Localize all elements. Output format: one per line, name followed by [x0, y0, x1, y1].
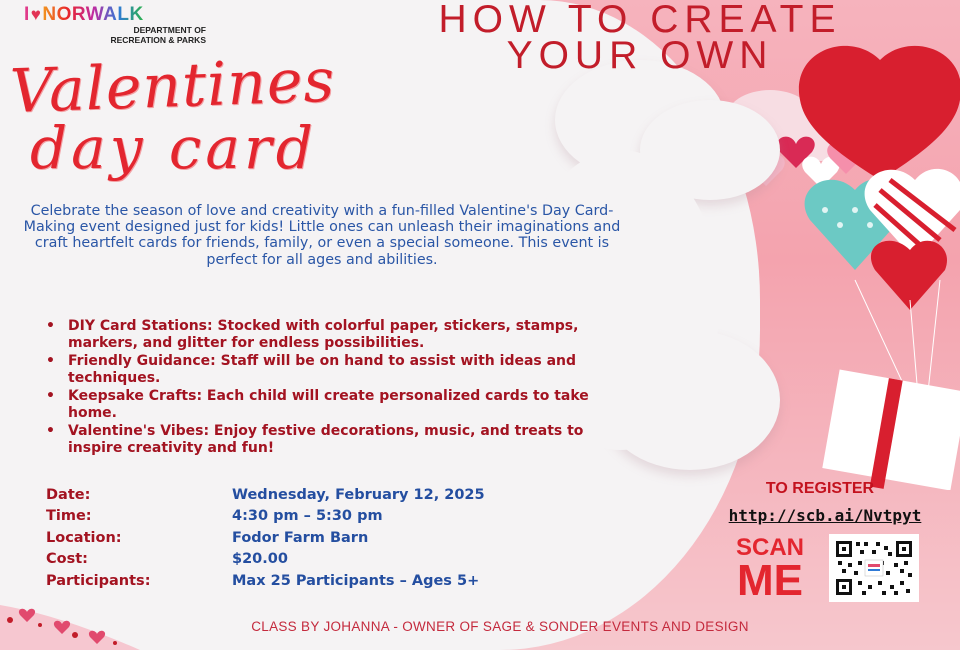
detail-value: Fodor Farm Barn: [232, 529, 369, 546]
features-list: [46, 318, 621, 458]
detail-row-date: [46, 484, 606, 506]
list-item: • Keepsake Crafts: Each child will create personalized cards to take home.: [46, 388, 621, 421]
list-item: • Valentine's Vibes: Enjoy festive decorations, music, and treats to inspire creativity and fun!: [46, 423, 621, 456]
detail-value: Max 25 Participants – Ages 5+: [232, 572, 480, 589]
detail-value: 4:30 pm – 5:30 pm: [232, 508, 383, 525]
detail-label: Time:: [46, 508, 92, 525]
detail-label: Cost:: [46, 551, 88, 568]
detail-label: Participants:: [46, 572, 151, 589]
detail-row-time: [46, 506, 606, 528]
page-title: [8, 45, 410, 182]
scan-me-label: [720, 534, 820, 605]
balloon-hearts-gift-illustration: [770, 40, 960, 490]
register-title: TO REGISTER: [765, 480, 875, 497]
scan-label-line1: SCAN: [735, 534, 804, 561]
detail-row-cost: [46, 549, 606, 571]
detail-row-participants: [46, 570, 606, 592]
headline-line2: YOUR OWN: [506, 34, 774, 77]
list-item: • Friendly Guidance: Staff will be on hand to assist with ideas and techniques.: [46, 353, 621, 386]
title-line2: day card: [30, 114, 317, 182]
detail-value: $20.00: [232, 551, 288, 568]
qr-code[interactable]: [829, 534, 919, 602]
title-line1: Valentines: [8, 45, 337, 127]
event-details: [46, 484, 606, 592]
headline: [340, 0, 940, 77]
logo-brand-name: NORWALK: [42, 4, 144, 25]
detail-row-location: [46, 527, 606, 549]
headline-line1: HOW TO CREATE: [438, 0, 842, 41]
intro-paragraph: Celebrate the season of love and creativity with a fun-filled Valentine's Day Card-Making event designed just for kids! Little ones can unleash their imaginations and craft heartfelt cards for friends, family, or even a special someone. This event is perfect for all ages and abilities.: [23, 203, 621, 268]
heart-icon: ♥: [30, 5, 42, 24]
footer-credit: CLASS BY JOHANNA - OWNER OF SAGE & SONDER EVENTS AND DESIGN: [251, 619, 749, 634]
logo-department-line2: RECREATION & PARKS: [110, 34, 206, 45]
detail-label: Date:: [46, 486, 91, 503]
norwalk-logo: [24, 4, 212, 48]
qr-code-icon: [834, 539, 914, 597]
logo-department-line1: DEPARTMENT OF: [133, 25, 206, 35]
list-item: • DIY Card Stations: Stocked with colorful paper, stickers, stamps, markers, and glitter for endless possibilities.: [46, 318, 621, 351]
detail-label: Location:: [46, 529, 122, 546]
detail-value: Wednesday, February 12, 2025: [232, 486, 485, 503]
logo-prefix: I: [24, 4, 30, 25]
register-link[interactable]: http://scb.ai/Nvtpyt: [728, 506, 922, 525]
scan-label-line2: ME: [737, 556, 803, 605]
